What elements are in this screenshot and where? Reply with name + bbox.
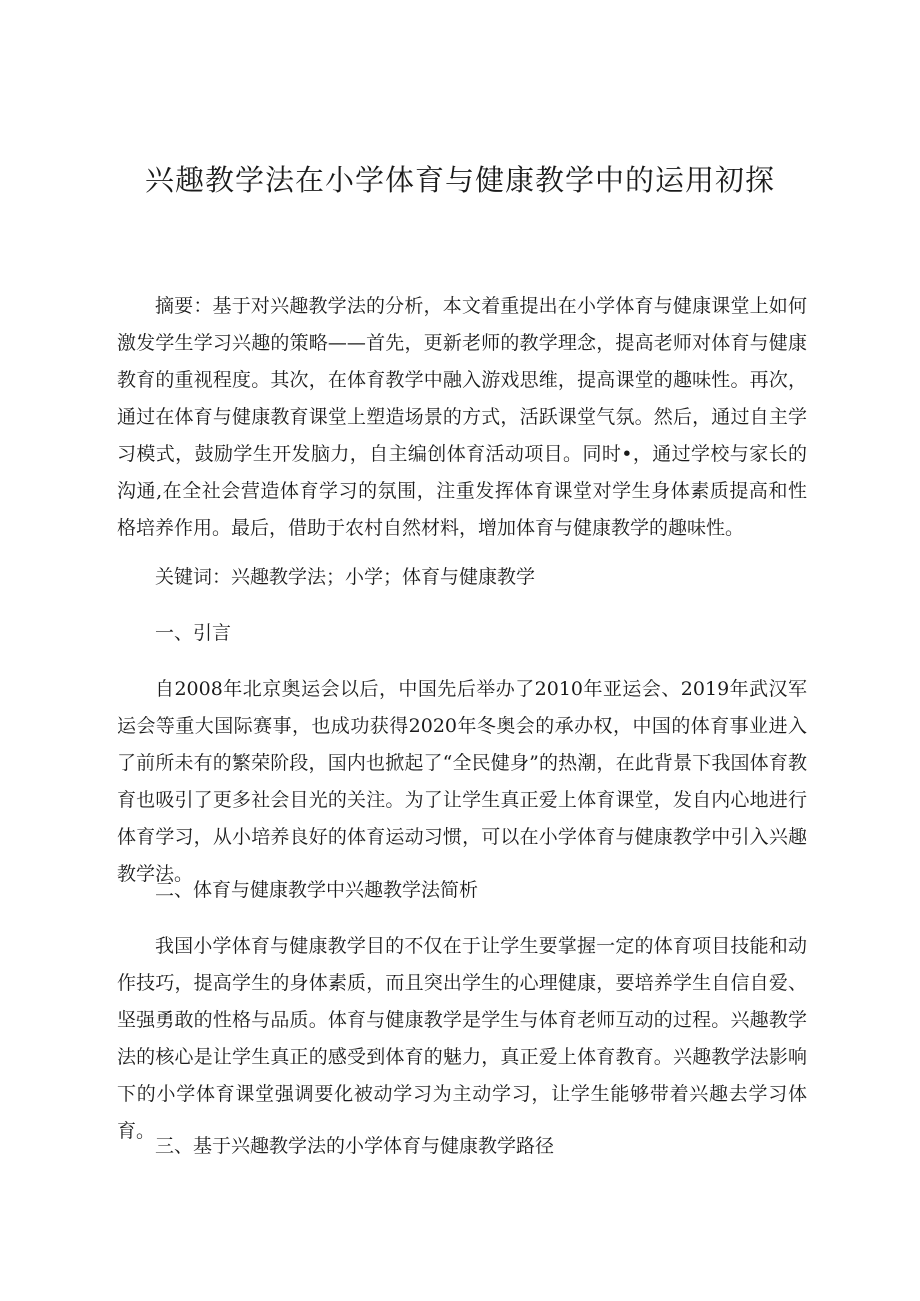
- section-heading-analysis: 二、体育与健康教学中兴趣教学法简析: [155, 879, 479, 901]
- abstract-paragraph: 摘要：基于对兴趣教学法的分析，本文着重提出在小学体育与健康课堂上如何激发学生学习兴趣的策略——首先，更新老师的教学理念，提高老师对体育与健康教育的重视程度。其次，在体育教学中融入游戏思维，提高课堂的趣味性。再次，通过在体育与健康教育课堂上塑造场景的方式，活跃课堂气氛。然后，通过自主学习模式，鼓励学生开发脑力，自主编创体育活动项目。同时•，通过学校与家长的沟通,在全社会营造体育学习的氛围，注重发挥体育课堂对学生身体素质提高和性格培养作用。最后，借助于农村自然材料，增加体育与健康教学的趣味性。: [117, 295, 807, 539]
- analysis-paragraph: 我国小学体育与健康教学目的不仅在于让学生要掌握一定的体育项目技能和动作技巧，提高学生的身体素质，而且突出学生的心理健康，要培养学生自信自爱、坚强勇敢的性格与品质。体育与健康教学是学生与体育老师互动的过程。兴趣教学法的核心是让学生真正的感受到体育的魅力，真正爱上体育教育。兴趣教学法影响下的小学体育课堂强调要化被动学习为主动学习，让学生能够带着兴趣去学习体育。: [117, 935, 807, 1142]
- section-heading-introduction: 一、引言: [155, 622, 232, 644]
- document-title: 兴趣教学法在小学体育与健康教学中的运用初探: [144, 163, 775, 197]
- introduction-paragraph: 自2008年北京奥运会以后，中国先后举办了2010年亚运会、2019年武汉军运会等重大国际赛事，也成功获得2020年冬奥会的承办权，中国的体育事业进入了前所未有的繁荣阶段，国内也掀起了“全民健身”的热潮，在此背景下我国体育教育也吸引了更多社会目光的关注。为了让学生真正爱上体育课堂，发自内心地进行体育学习，从小培养良好的体育运动习惯，可以在小学体育与健康教学中引入兴趣教学法。: [117, 678, 807, 885]
- keywords-line: 关键词：兴趣教学法；小学；体育与健康教学: [155, 566, 536, 588]
- section-heading-pathway: 三、基于兴趣教学法的小学体育与健康教学路径: [155, 1135, 555, 1157]
